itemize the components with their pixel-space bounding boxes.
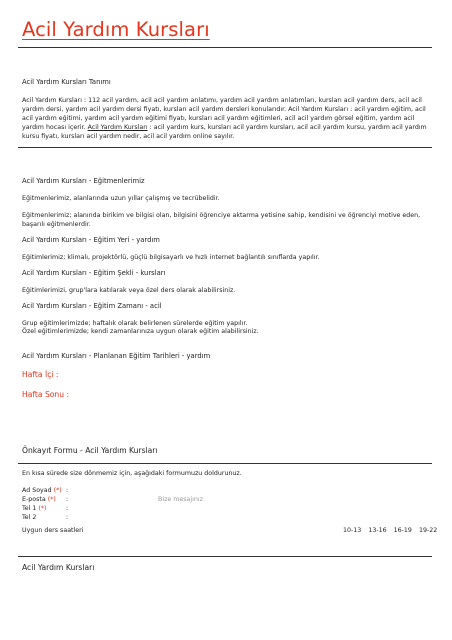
intro-paragraph xyxy=(22,96,432,141)
phone2-field[interactable] xyxy=(72,512,152,522)
message-textarea[interactable] xyxy=(158,486,338,520)
style-heading: Acil Yardım Kursları - Eğitim Şekli - kursları xyxy=(22,269,166,277)
dates-heading: Acil Yardım Kursları - Planlanan Eğitim Tarihleri - yardım xyxy=(22,352,211,360)
intro-link[interactable]: Acil Yardım Kursları xyxy=(87,124,148,131)
phone1-field-label: Tel 1 (*) xyxy=(22,505,47,512)
hours-option[interactable]: 10-13 xyxy=(343,527,362,534)
footer-divider xyxy=(18,556,432,557)
email-field-colon: : xyxy=(66,496,69,503)
intro-divider xyxy=(18,147,432,148)
time-heading: Acil Yardım Kursları - Eğitim Zamanı - acil xyxy=(22,302,162,310)
phone2-field-label: Tel 2 xyxy=(22,514,37,521)
hours-options xyxy=(336,527,437,534)
trainers-text-2: Eğitmenlerimiz; alanında birikim ve bilgisi olan, bilgisini öğrenciye aktarma yetisine sahip, kendisini ve öğrenciyi motive eden, başarılı eğitmenlerdir. xyxy=(22,212,421,228)
intro-text-after: : acil yardım kurs, kursları acil yardım kursları, acil acil yardım kursu, yardım acil yardım kursu fiyatı, kursları acil yardım nedir, acil acil yardım online sayılır. xyxy=(22,124,427,140)
email-field-label: E-posta (*) xyxy=(22,496,56,503)
hours-option[interactable]: 13-16 xyxy=(368,527,387,534)
place-text: Eğitimlerimiz; klimalı, projektörlü, güçlü bilgisayarlı ve hızlı internet bağlantılı sınıflarda yapılır. xyxy=(22,254,320,261)
footer-heading: Acil Yardım Kursları xyxy=(22,563,95,572)
style-text: Eğitimlerimizi, grup'lara katılarak veya özel ders olarak alabilirsiniz. xyxy=(22,287,236,294)
name-field-colon: : xyxy=(66,487,69,494)
name-field-label: Ad Soyad (*) xyxy=(22,487,62,494)
place-heading: Acil Yardım Kursları - Eğitim Yeri - yardım xyxy=(22,236,160,244)
trainers-text-1: Eğitmenlerimiz, alanlarında uzun yıllar çalışmış ve tecrübelidir. xyxy=(22,195,220,202)
message-placeholder: Bize mesajınız xyxy=(158,496,203,503)
required-marker: (*) xyxy=(53,487,62,494)
intro-text: Acil Yardım Kursları : 112 acil yardım, acil acil yardım anlatımı, yardım acil yardım anlatımları, kursları acil yardım ders, acil acil yardım dersi, yardım acil yardım dersi fiyatı, kursları acil yardım dersleri konularıdır. Acil Yardım Kursları : acil yardım eğitim, acil acil yardım eğitimi, yardım acil yardım eğitimi fiyatı, kursları acil yardım eğitimleri, acil acil yardım görsel eğitim, yardım acil yardım hocası içerir. xyxy=(22,97,426,131)
form-instruction: En kısa sürede size dönmemiz için, aşağıdaki formumuzu doldurunuz. xyxy=(22,470,242,477)
weekday-label: Hafta İçi : xyxy=(22,370,59,379)
trainers-heading: Acil Yardım Kursları - Eğitmenlerimiz xyxy=(22,177,145,185)
form-divider xyxy=(18,463,432,464)
page-title: Acil Yardım Kursları xyxy=(22,18,210,41)
time-text-1: Grup eğitimlerimizde; haftalık olarak belirlenen sürelerde eğitim yapılır. xyxy=(22,320,248,327)
hours-label: Uygun ders saatleri xyxy=(22,527,84,534)
time-text-2: Özel eğitimlerimizde; kendi zamanlarınıza uygun olarak eğitim alabilirsiniz. xyxy=(22,328,259,335)
hours-option[interactable]: 16-19 xyxy=(393,527,412,534)
title-divider xyxy=(18,47,432,48)
phone1-field-colon: : xyxy=(66,505,69,512)
required-marker: (*) xyxy=(38,505,47,512)
intro-heading: Acil Yardım Kursları Tanımı xyxy=(22,78,111,86)
phone2-field-colon: : xyxy=(66,514,69,521)
weekend-label: Hafta Sonu : xyxy=(22,390,70,399)
required-marker: (*) xyxy=(47,496,56,503)
form-heading: Önkayıt Formu - Acil Yardım Kursları xyxy=(22,446,158,455)
hours-option[interactable]: 19-22 xyxy=(418,527,438,534)
